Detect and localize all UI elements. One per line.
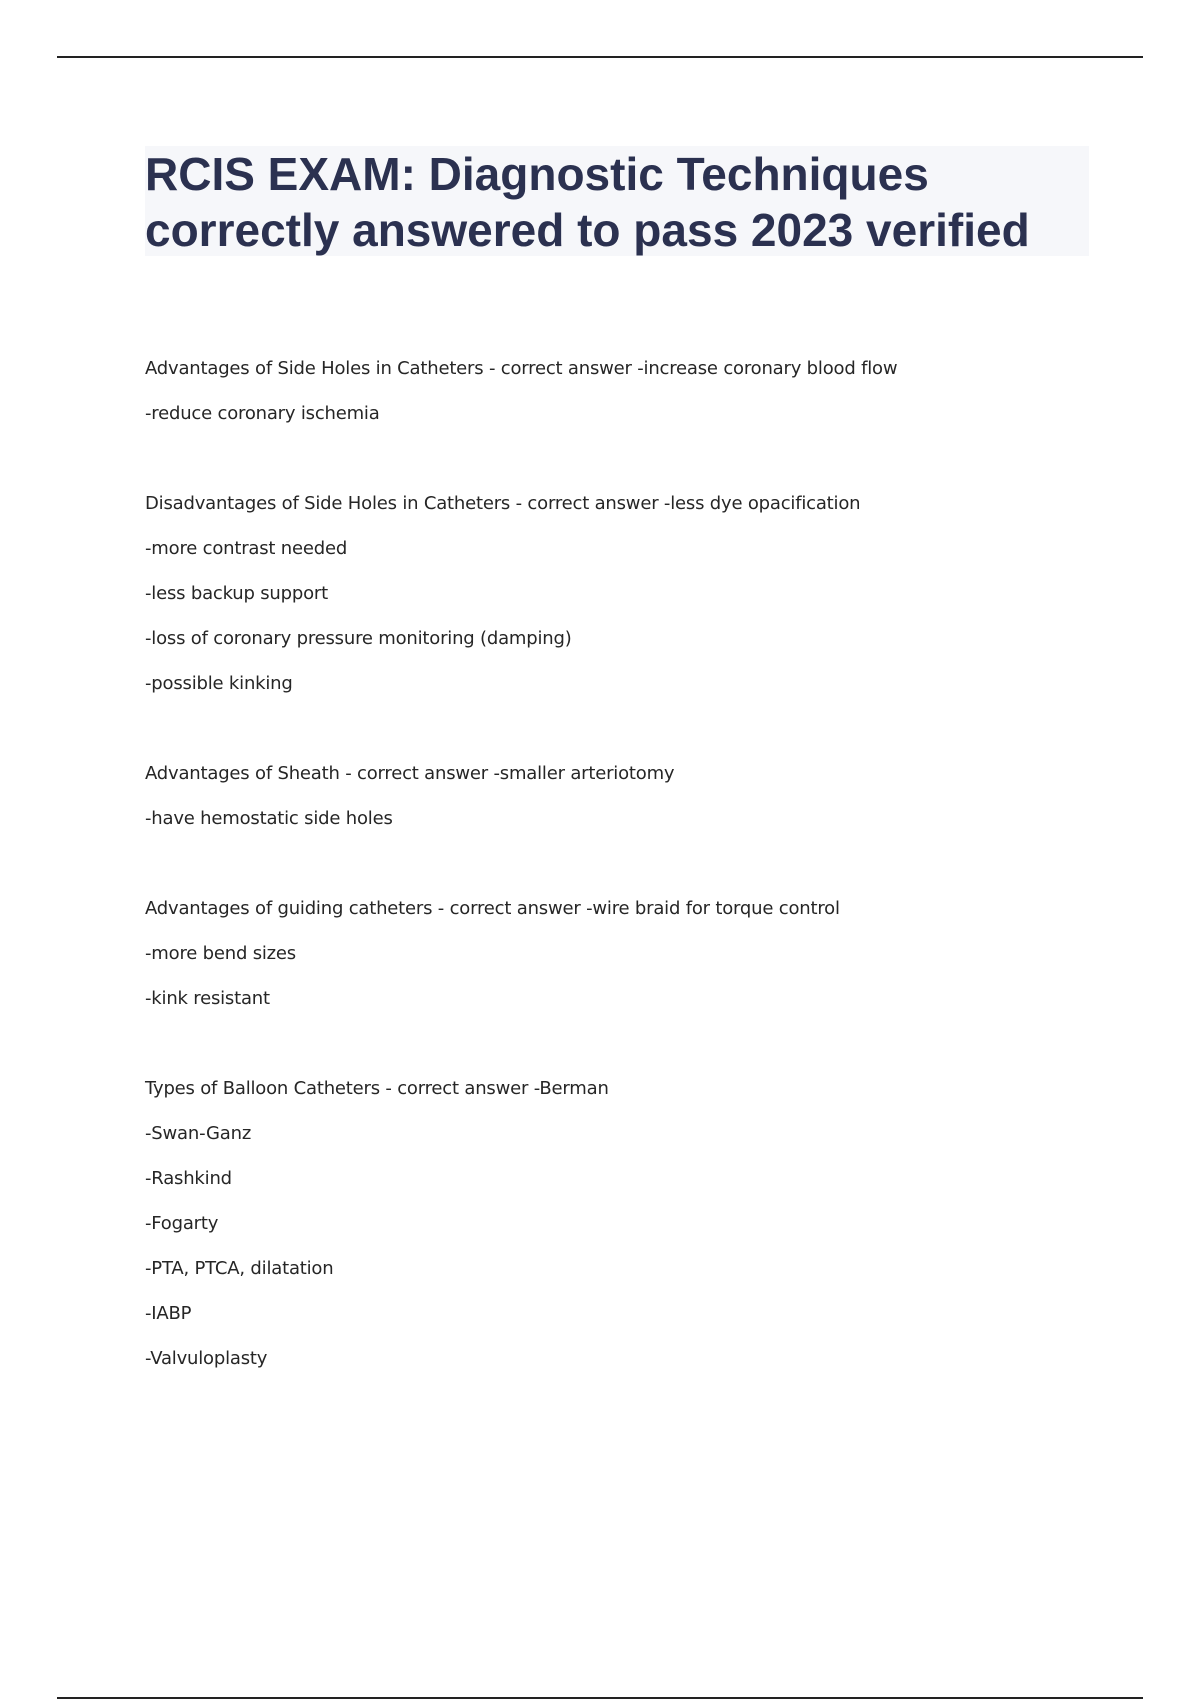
qa-line: -loss of coronary pressure monitoring (damping) [145,628,572,649]
qa-line: -Rashkind [145,1168,232,1189]
title-line-1: RCIS EXAM: Diagnostic Techniques [145,148,929,200]
footer-rule [57,1697,1143,1699]
title-block [145,146,1089,256]
qa-line: Types of Balloon Catheters - correct answer -Berman [145,1078,609,1099]
qa-line: -IABP [145,1303,192,1324]
qa-line: -PTA, PTCA, dilatation [145,1258,334,1279]
header-rule [57,56,1143,58]
document-body [145,346,1105,1426]
document-title [145,146,1089,258]
qa-line: Disadvantages of Side Holes in Catheters - correct answer -less dye opacification [145,493,861,514]
qa-line: -Fogarty [145,1213,219,1234]
qa-line: -Valvuloplasty [145,1348,268,1369]
qa-line: -less backup support [145,583,328,604]
qa-line: -possible kinking [145,673,293,694]
qa-line: Advantages of Sheath - correct answer -smaller arteriotomy [145,763,675,784]
qa-line: -Swan-Ganz [145,1123,252,1144]
qa-entry-side-holes-advantages [145,346,1105,436]
qa-line: -kink resistant [145,988,270,1009]
qa-entry-guiding-catheters-advantages [145,886,1105,1021]
qa-line: -have hemostatic side holes [145,808,393,829]
qa-line: -more bend sizes [145,943,296,964]
qa-entry-side-holes-disadvantages [145,481,1105,706]
qa-line: Advantages of guiding catheters - correct answer -wire braid for torque control [145,898,840,919]
qa-entry-balloon-catheter-types [145,1066,1105,1381]
qa-entry-sheath-advantages [145,751,1105,841]
qa-line: -reduce coronary ischemia [145,403,380,424]
title-line-2: correctly answered to pass 2023 verified [145,204,1030,256]
qa-line: -more contrast needed [145,538,348,559]
qa-line: Advantages of Side Holes in Catheters - correct answer -increase coronary blood flow [145,358,898,379]
